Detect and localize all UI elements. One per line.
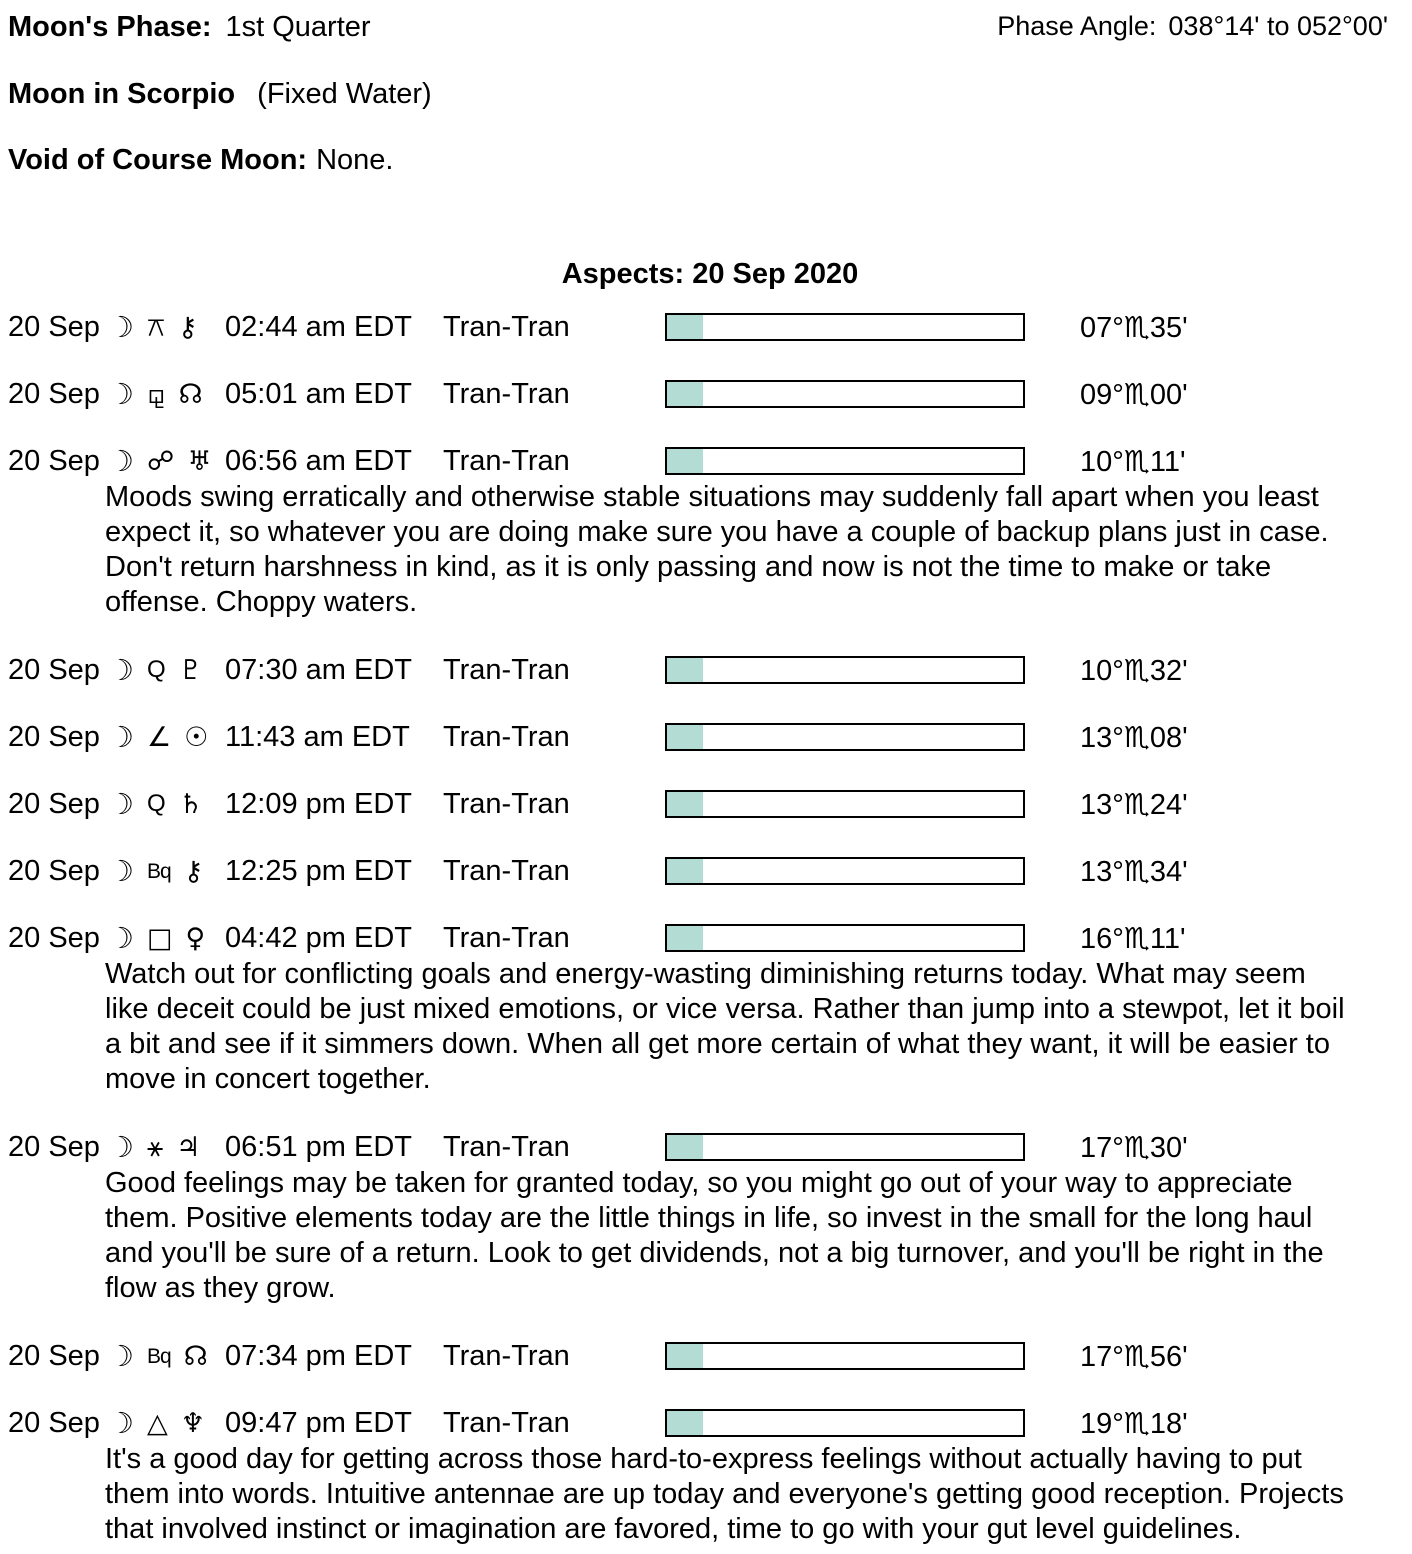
aspect-degree: 10°♏11' [1080, 445, 1186, 478]
aspect-row [8, 921, 1412, 1097]
aspect-type: Tran-Tran [443, 787, 570, 820]
uranus-icon: ♅ [187, 445, 212, 477]
aspects-title: Aspects: 20 Sep 2020 [561, 258, 859, 290]
aspect-symbols [108, 376, 225, 411]
aspect-degree: 09°♏00' [1080, 378, 1188, 411]
aspect-degree: 10°♏32' [1080, 654, 1188, 687]
void-of-course-value: None. [316, 144, 394, 176]
orb-progress-bar [665, 857, 1025, 885]
aspect-degree: 13°♏34' [1080, 855, 1188, 888]
phase-angle-line [997, 10, 1388, 42]
aspect-symbols [108, 920, 225, 955]
orb-progress-fill [667, 792, 703, 816]
jupiter-icon: ♃ [176, 1131, 201, 1163]
aspect-interpretation: Good feelings may be taken for granted today, so you might go out of your way to appreciate them. Positive elements today are the little things in life, so invest in the small for the long haul and you'll be sure of a return. Look to get dividends, not a big turnover, and you'll be right in the flow as they grow. [105, 1167, 1324, 1304]
aspect-degree: 19°♏18' [1080, 1407, 1188, 1440]
orb-progress-fill [667, 315, 703, 339]
moon-icon: ☽ [108, 719, 134, 754]
aspect-symbols [108, 1405, 225, 1440]
aspect-date: 20 Sep [8, 720, 100, 753]
moon-icon: ☽ [108, 786, 134, 821]
moon-icon: ☽ [108, 443, 134, 478]
aspect-date: 20 Sep [8, 1130, 100, 1163]
moon-icon: ☽ [108, 1405, 134, 1440]
aspect-type: Tran-Tran [443, 377, 570, 410]
aspect-symbols [108, 786, 225, 821]
aspect-row [8, 1339, 1412, 1373]
orb-progress-fill [667, 1135, 703, 1159]
orb-progress-bar [665, 313, 1025, 341]
aspect-row [8, 787, 1412, 821]
orb-progress-fill [667, 1344, 703, 1368]
orb-progress-fill [667, 725, 703, 749]
north-node-icon: ☊ [183, 1340, 208, 1372]
aspect-type: Tran-Tran [443, 444, 570, 477]
aspect-row [8, 377, 1412, 411]
aspect-date: 20 Sep [8, 921, 100, 954]
void-of-course-label: Void of Course Moon: [8, 144, 308, 176]
aspect-time: 06:56 am EDT [225, 444, 412, 477]
orb-progress-fill [667, 449, 703, 473]
aspect-symbols [108, 719, 225, 754]
aspect-type: Tran-Tran [443, 1130, 570, 1163]
aspect-type: Tran-Tran [443, 310, 570, 343]
aspect-degree: 16°♏11' [1080, 922, 1186, 955]
aspect-degree: 13°♏08' [1080, 721, 1188, 754]
orb-progress-fill [667, 658, 703, 682]
orb-progress-bar [665, 1409, 1025, 1437]
aspect-symbols [108, 853, 225, 888]
orb-progress-bar [665, 723, 1025, 751]
sextile-icon: ⚹ [147, 1131, 164, 1163]
trine-icon: △ [147, 1407, 168, 1439]
aspect-symbols [108, 1338, 225, 1373]
aspect-degree: 17°♏30' [1080, 1131, 1188, 1164]
orb-progress-bar [665, 1133, 1025, 1161]
sun-icon: ☉ [184, 721, 209, 753]
aspect-date: 20 Sep [8, 1339, 100, 1372]
phase-angle-value: 038°14' to 052°00' [1168, 11, 1388, 41]
orb-progress-fill [667, 859, 703, 883]
aspect-time: 09:47 pm EDT [225, 1406, 412, 1439]
moons-phase-value: 1st Quarter [225, 11, 371, 43]
orb-progress-bar [665, 1342, 1025, 1370]
moons-phase-label: Moon's Phase: [8, 11, 212, 43]
pluto-icon: ♇ [178, 654, 203, 686]
aspect-date: 20 Sep [8, 854, 100, 887]
chiron-icon: ⚷ [177, 311, 198, 343]
aspect-time: 12:25 pm EDT [225, 854, 412, 887]
aspect-interpretation: Watch out for conflicting goals and energy-wasting diminishing returns today. What may seem like deceit could be just mixed emotions, or vice versa. Rather than jump into a stewpot, let it boil a bit and see if it simmers down. When all get more certain of what they want, it will be easier to move in concert together. [105, 958, 1345, 1095]
aspect-list [8, 310, 1412, 1547]
orb-progress-bar [665, 656, 1025, 684]
moon-icon: ☽ [108, 309, 134, 344]
aspect-type: Tran-Tran [443, 1339, 570, 1372]
aspect-date: 20 Sep [8, 787, 100, 820]
aspect-symbols [108, 443, 225, 478]
aspect-time: 04:42 pm EDT [225, 921, 412, 954]
aspect-row [8, 310, 1412, 344]
aspect-time: 07:30 am EDT [225, 653, 412, 686]
aspect-type: Tran-Tran [443, 720, 570, 753]
aspect-type: Tran-Tran [443, 854, 570, 887]
biquintile-icon: Bq [147, 1344, 171, 1368]
aspect-type: Tran-Tran [443, 1406, 570, 1439]
aspect-time: 07:34 pm EDT [225, 1339, 412, 1372]
moon-sign-line [8, 77, 1412, 111]
aspect-date: 20 Sep [8, 653, 100, 686]
chiron-icon: ⚷ [183, 855, 204, 887]
aspect-date: 20 Sep [8, 377, 100, 410]
orb-progress-fill [667, 1411, 703, 1435]
orb-progress-bar [665, 924, 1025, 952]
aspect-symbols [108, 309, 225, 344]
orb-progress-fill [667, 926, 703, 950]
moon-icon: ☽ [108, 1129, 134, 1164]
moon-sign-detail: (Fixed Water) [257, 78, 432, 110]
moon-icon: ☽ [108, 920, 134, 955]
aspect-interpretation: Moods swing erratically and otherwise stable situations may suddenly fall apart when you least expect it, so whatever you are doing make sure you have a couple of backup plans just in case. Don't return harshness in kind, as it is only passing and now is not the time to make or take offense. Choppy waters. [105, 481, 1329, 618]
neptune-icon: ♆ [180, 1407, 205, 1439]
aspect-date: 20 Sep [8, 444, 100, 477]
aspect-time: 12:09 pm EDT [225, 787, 412, 820]
aspect-type: Tran-Tran [443, 653, 570, 686]
aspect-symbols [108, 1129, 225, 1164]
opposition-icon: ☍ [147, 445, 175, 477]
orb-progress-fill [667, 382, 703, 406]
moon-icon: ☽ [108, 652, 134, 687]
phase-angle-label: Phase Angle: [997, 11, 1157, 41]
moon-icon: ☽ [108, 1338, 134, 1373]
moon-icon: ☽ [108, 376, 134, 411]
aspect-degree: 13°♏24' [1080, 788, 1188, 821]
north-node-icon: ☊ [178, 378, 203, 410]
aspect-date: 20 Sep [8, 310, 100, 343]
orb-progress-bar [665, 790, 1025, 818]
square-icon: □ [147, 922, 173, 954]
semisquare-icon: ∠ [147, 721, 172, 753]
aspect-row [8, 720, 1412, 754]
aspect-row [8, 1406, 1412, 1547]
sesquiquadrate-icon: ⚼ [147, 378, 166, 410]
quincunx-icon: ⚻ [147, 311, 165, 343]
aspect-time: 06:51 pm EDT [225, 1130, 412, 1163]
aspect-time: 02:44 am EDT [225, 310, 412, 343]
aspect-row [8, 653, 1412, 687]
saturn-icon: ♄ [178, 788, 203, 820]
aspect-row [8, 854, 1412, 888]
aspect-time: 05:01 am EDT [225, 377, 412, 410]
aspect-row [8, 1130, 1412, 1306]
aspect-date: 20 Sep [8, 1406, 100, 1439]
moon-icon: ☽ [108, 853, 134, 888]
orb-progress-bar [665, 380, 1025, 408]
orb-progress-bar [665, 447, 1025, 475]
moon-sign-heading: Moon in Scorpio [8, 78, 236, 110]
aspect-degree: 07°♏35' [1080, 311, 1188, 344]
aspect-row [8, 444, 1412, 620]
biquintile-icon: Bq [147, 859, 171, 883]
aspect-degree: 17°♏56' [1080, 1340, 1188, 1373]
aspect-interpretation: It's a good day for getting across those hard-to-express feelings without actually having to put them into words. Intuitive antennae are up today and everyone's getting good reception. Projects that involved instinct or imagination are favored, time to go with your gut level guidelines. [105, 1443, 1344, 1545]
aspect-symbols [108, 652, 225, 687]
venus-icon: ♀ [185, 922, 206, 954]
aspect-type: Tran-Tran [443, 921, 570, 954]
aspect-time: 11:43 am EDT [225, 720, 410, 753]
quintile-icon: Q [147, 790, 166, 817]
quintile-icon: Q [147, 656, 166, 683]
void-of-course-line [8, 143, 1412, 177]
